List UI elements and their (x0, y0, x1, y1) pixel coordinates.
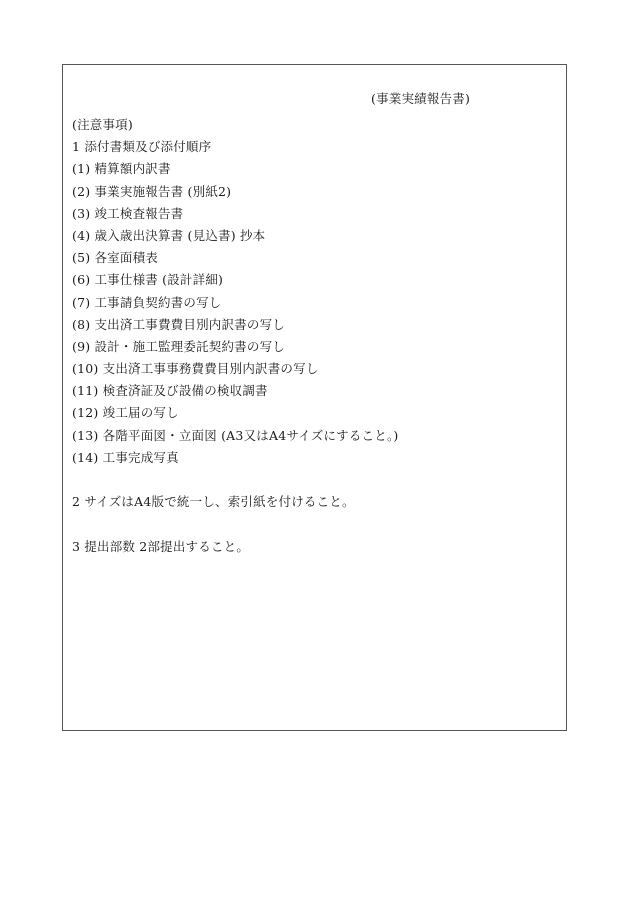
attachment-item: (12) 竣工届の写し (72, 405, 179, 421)
notes-content (72, 114, 398, 558)
spacer (72, 469, 398, 491)
attachment-item: (4) 歳入歳出決算書 (見込書) 抄本 (72, 227, 266, 243)
section-size-note: 2 サイズはA4版で統一し、索引紙を付けること。 (72, 494, 355, 510)
attachment-item: (11) 検査済証及び設備の検収調書 (72, 383, 268, 399)
attachment-item: (8) 支出済工事費費目別内訳書の写し (72, 316, 285, 332)
attachment-item: (10) 支出済工事事務費費目別内訳書の写し (72, 361, 319, 377)
attachment-item: (9) 設計・施工監理委託契約書の写し (72, 338, 285, 354)
attachment-item: (6) 工事仕様書 (設計詳細) (72, 272, 224, 288)
section-copies-note: 3 提出部数 2部提出すること。 (72, 538, 250, 554)
notes-heading: (注意事項) (72, 117, 133, 132)
attachment-item: (1) 精算額内訳書 (72, 161, 171, 177)
attachment-item: (5) 各室面積表 (72, 250, 158, 266)
attachment-item: (14) 工事完成写真 (72, 449, 179, 465)
section-attachments-title: 1 添付書類及び添付順序 (72, 139, 212, 155)
attachment-item: (13) 各階平面図・立面図 (A3又はA4サイズにすること。) (72, 427, 399, 443)
attachment-item: (3) 竣工検査報告書 (72, 205, 184, 221)
document-type-label: (事業実績報告書) (371, 91, 471, 106)
spacer (72, 513, 398, 535)
attachment-item: (2) 事業実施報告書 (別紙2) (72, 183, 232, 199)
attachment-item: (7) 工事請負契約書の写し (72, 294, 222, 310)
